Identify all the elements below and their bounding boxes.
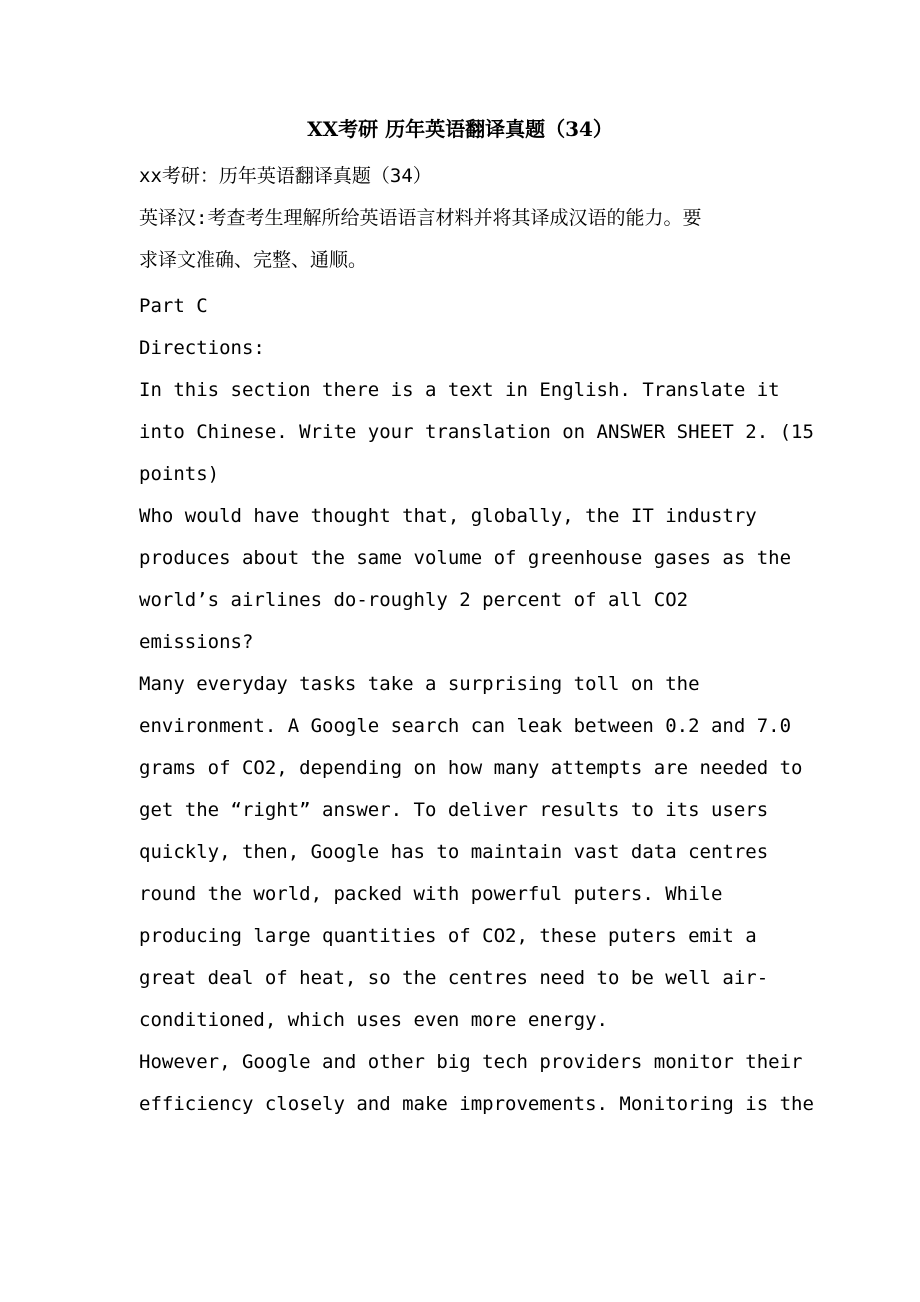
text-line: efficiency closely and make improvements. Monitoring is the xyxy=(139,1093,814,1115)
text-line: produces about the same volume of greenhouse gases as the xyxy=(139,547,792,569)
text-line: 求译文准确、完整、通顺。 xyxy=(139,249,368,271)
text-line: Who would have thought that, globally, the IT industry xyxy=(139,505,757,527)
text-line: get the “right” answer. To deliver results to its users xyxy=(139,799,769,821)
section-heading: Part C xyxy=(139,295,208,317)
text-line: Many everyday tasks take a surprising toll on the xyxy=(139,673,700,695)
text-line: environment. A Google search can leak between 0.2 and 7.0 xyxy=(139,715,792,737)
subtitle-line: xx考研：历年英语翻译真题（34） xyxy=(139,165,432,187)
directions-label: Directions: xyxy=(139,337,265,359)
text-line: emissions? xyxy=(139,631,254,653)
text-line: into Chinese. Write your translation on ANSWER SHEET 2. (15 xyxy=(139,421,814,443)
document-title: XX考研 历年英语翻译真题（34） xyxy=(307,117,613,141)
text-line: round the world, packed with powerful puters. While xyxy=(139,883,723,905)
text-line: 英译汉:考查考生理解所给英语语言材料并将其译成汉语的能力。要 xyxy=(139,207,702,229)
text-line: points) xyxy=(139,463,220,485)
text-line: quickly, then, Google has to maintain vast data centres xyxy=(139,841,769,863)
text-line: However, Google and other big tech providers monitor their xyxy=(139,1051,803,1073)
text-line: In this section there is a text in English. Translate it xyxy=(139,379,780,401)
text-line: world’s airlines do-roughly 2 percent of all CO2 xyxy=(139,589,689,611)
document-body xyxy=(139,155,814,1125)
text-line: conditioned, which uses even more energy. xyxy=(139,1009,608,1031)
text-line: grams of CO2, depending on how many attempts are needed to xyxy=(139,757,803,779)
text-line: producing large quantities of CO2, these puters emit a xyxy=(139,925,757,947)
text-line: great deal of heat, so the centres need to be well air- xyxy=(139,967,769,989)
